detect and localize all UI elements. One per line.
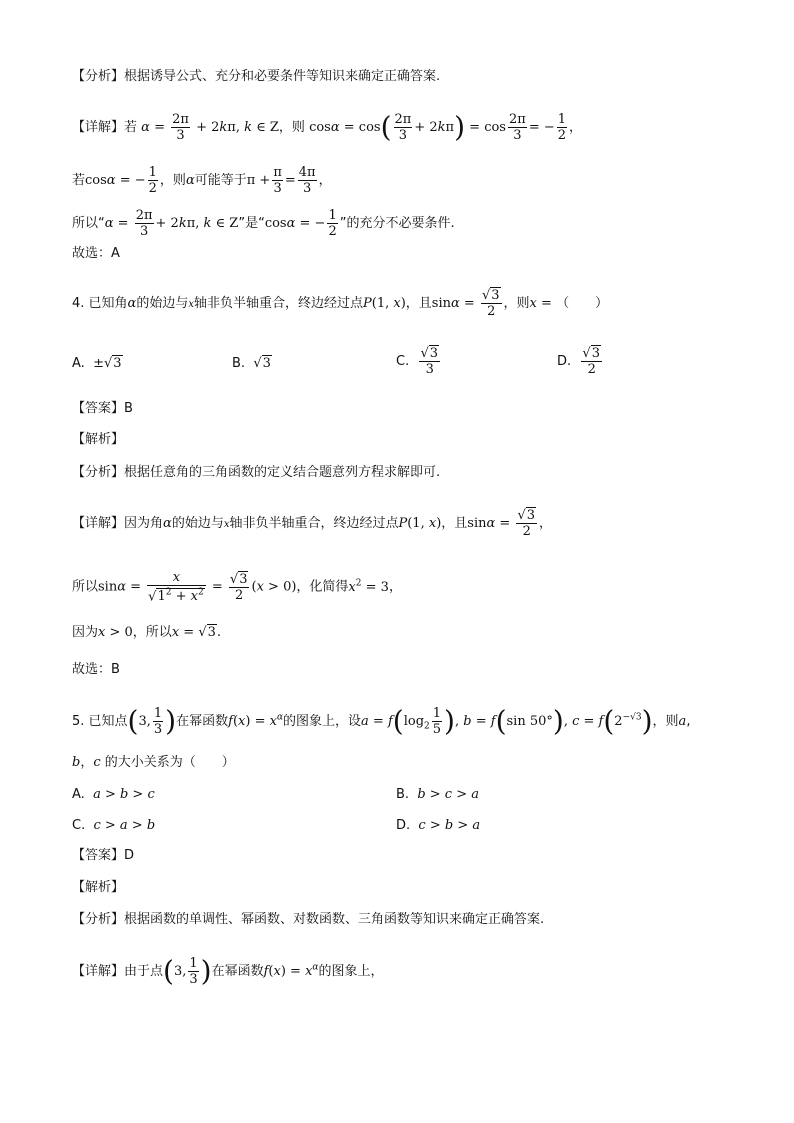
q5-stem-line1: 5. 已知点(3, $\frac{1}{3}$ )在幂函数$f(x) = x^\alpha$的图象上，设$a = f(\log_2$ $\frac{1}{5}$ ), b = f(sin 50°), $c = f(2^{-√3})$，则a, (72, 704, 691, 738)
q4-detail-line2: 所以sinα = $\frac{x}{√1^2 + x^2}$ = $\frac{√3}{2}$ (x > 0)，化简得$x^2 = 3$， (72, 570, 402, 605)
q3-detail-line1: 【详解】若 α = $\frac{2\pi}{3}$ + 2kπ, k ∈ Z，则 cosα = cos( $\frac{2\pi}{3}$ + 2kπ) = cos $\frac{2\pi}{3}$ = − $\frac{1}{2}$ ， (72, 110, 583, 144)
q5-option-c: C. c > a > b (72, 818, 156, 833)
q4-choice: 故选：B (72, 662, 120, 677)
q3-detail-line2: 若cosα = − $\frac{1}{2}$ ，则α可能等于π + $\frac{\pi}{3}$ = $\frac{4\pi}{3}$ ， (72, 165, 332, 196)
q3-analysis: 【分析】根据诱导公式、充分和必要条件等知识来确定正确答案. (72, 69, 441, 84)
q3-detail-line3: 所以“α = $\frac{2\pi}{3}$ + 2kπ, k ∈ Z”是“cosα = − $\frac{1}{2}$ ”的充分不必要条件. (72, 208, 455, 239)
q4-option-a: A. ±√3 (72, 356, 122, 371)
q4-option-d: D. $\frac{√3}{2}$ (557, 346, 600, 377)
q5-answer: 【答案】D (72, 848, 135, 863)
q4-answer: 【答案】B (72, 401, 133, 416)
q4-option-c: C. $\frac{√3}{3}$ (396, 346, 439, 377)
q4-solution: 【解析】 (72, 432, 125, 447)
q3-choice: 故选：A (72, 246, 120, 261)
q5-option-a: A. a > b > c (72, 787, 155, 802)
q4-detail-line1: 【详解】因为角α的始边与x轴非负半轴重合，终边经过点P(1, x)，且sinα = $\frac{√3}{2}$ ， (72, 508, 553, 539)
q5-detail-line1: 【详解】由于点(3, $\frac{1}{3}$ )在幂函数$f(x) = x^\alpha$的图象上， (72, 954, 384, 988)
q4-detail-line3: 因为x > 0，所以x = √3. (72, 625, 222, 640)
q5-option-d: D. c > b > a (396, 818, 481, 833)
q5-option-b: B. b > c > a (396, 787, 479, 802)
q4-stem: 4. 已知角α的始边与x轴非负半轴重合，终边经过点P(1, x)，且sinα = $\frac{√3}{2}$ ，则x = （ ） (72, 288, 609, 319)
q4-analysis: 【分析】根据任意角的三角函数的定义结合题意列方程求解即可. (72, 465, 441, 480)
q5-solution: 【解析】 (72, 880, 125, 895)
q5-stem-line2: b，c 的大小关系为（ ） (72, 755, 235, 770)
q5-analysis: 【分析】根据函数的单调性、幂函数、对数函数、三角函数等知识来确定正确答案. (72, 912, 545, 927)
q4-option-b: B. √3 (232, 356, 271, 371)
